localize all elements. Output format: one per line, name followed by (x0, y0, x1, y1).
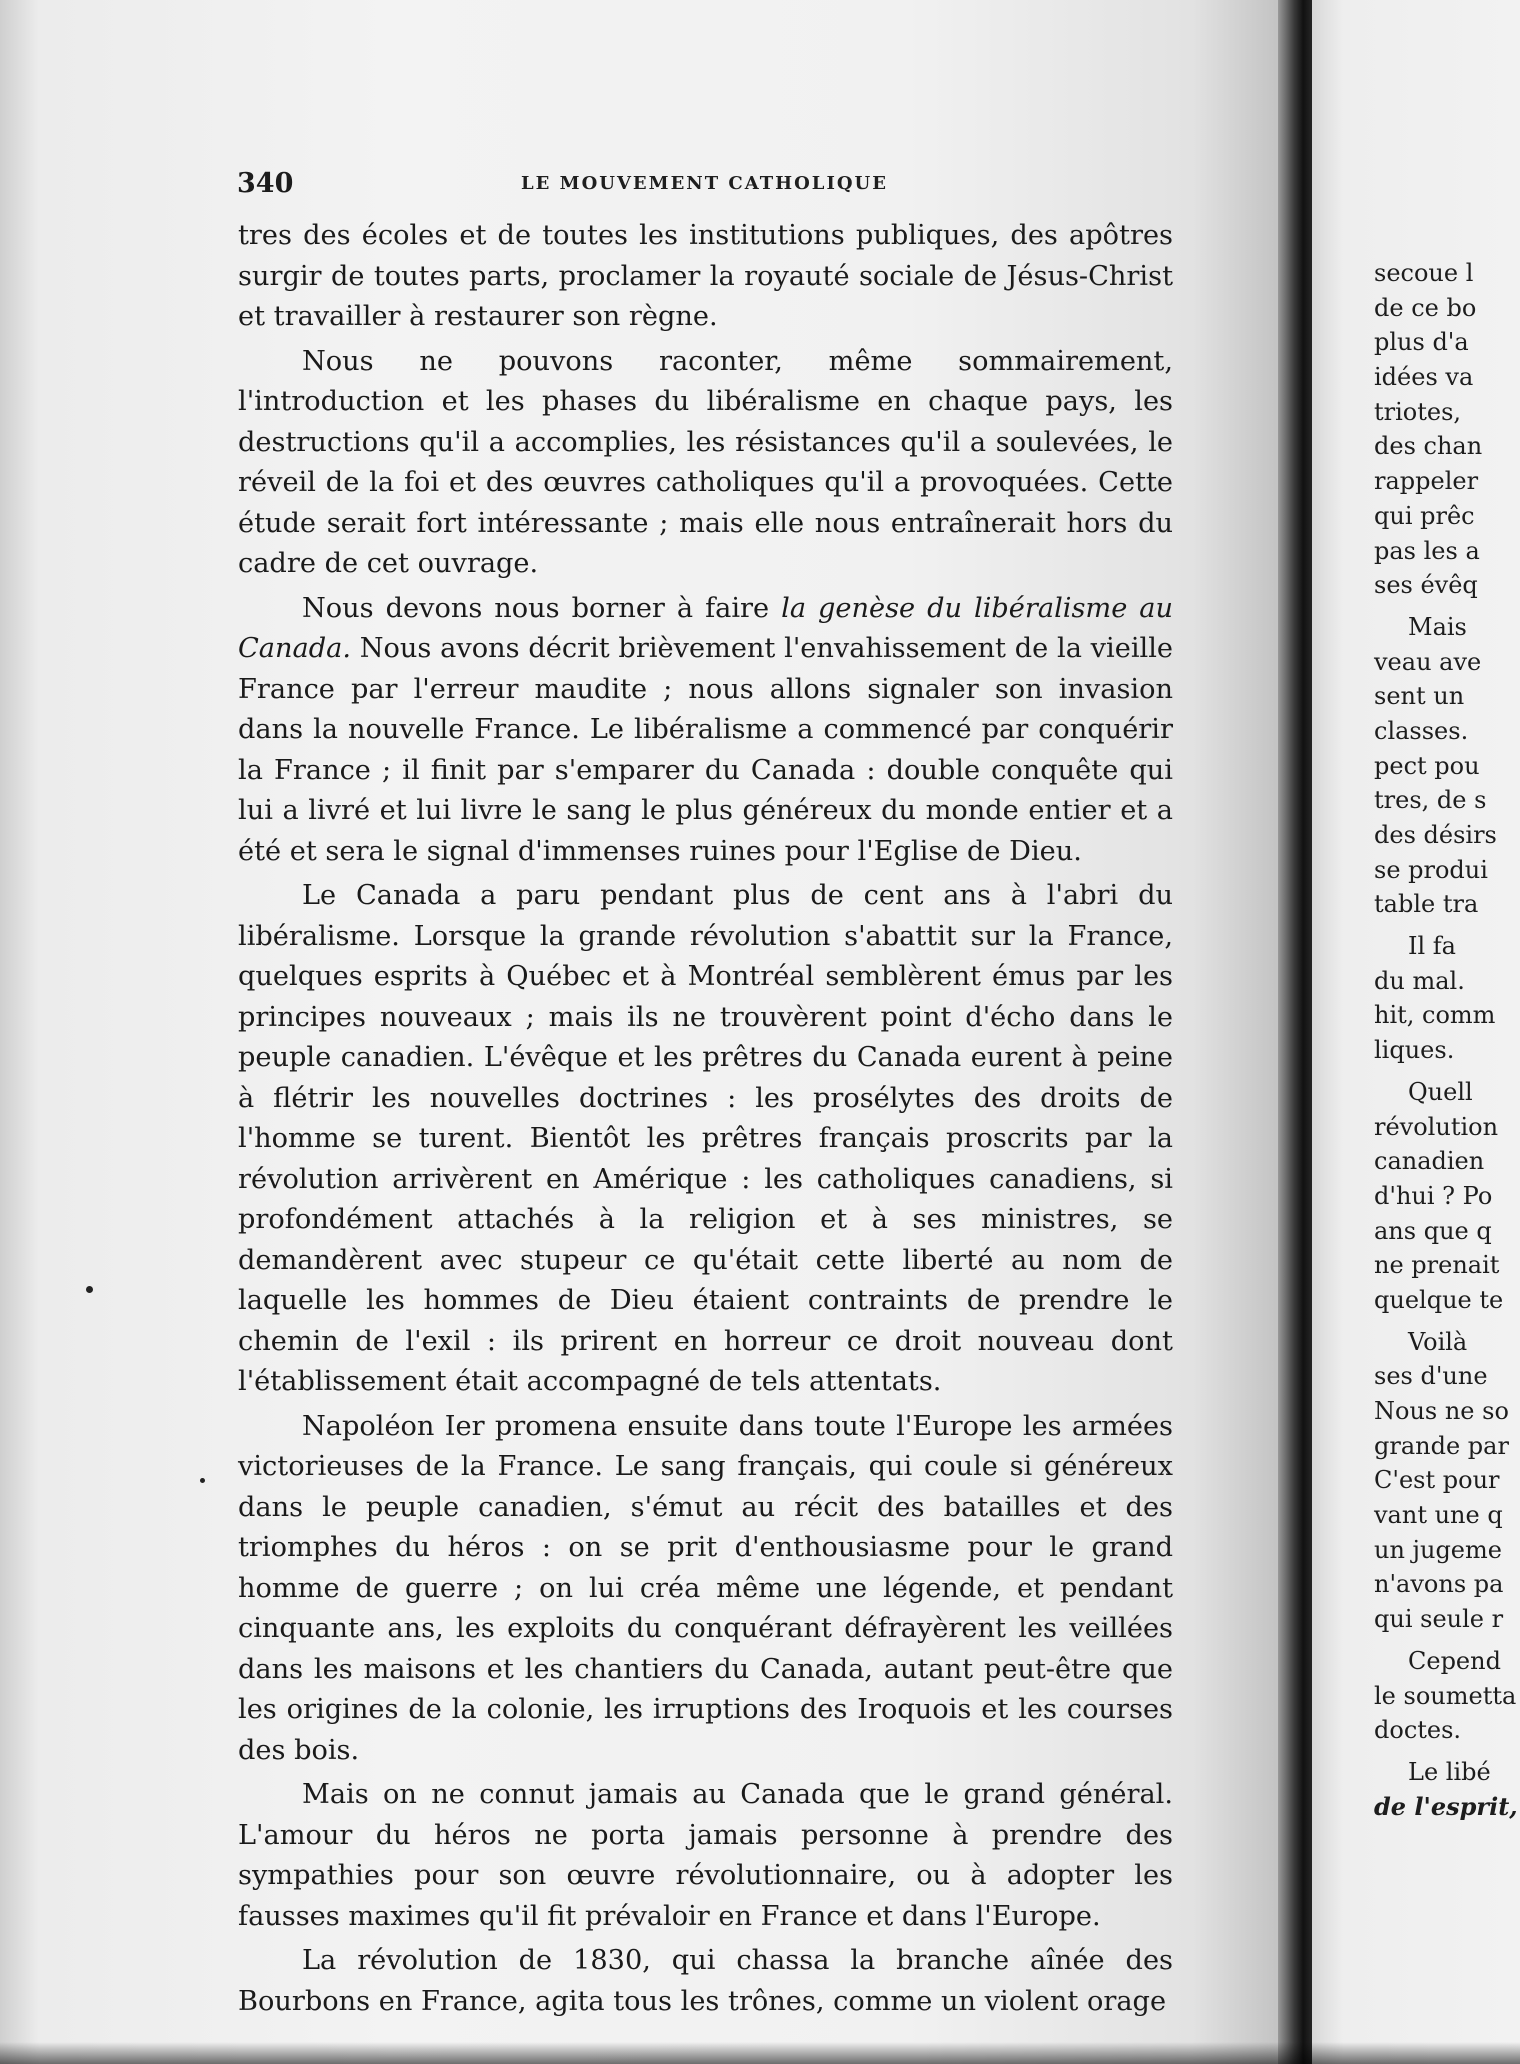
right-page-line: révolution (1374, 1112, 1499, 1141)
paragraph: Mais on ne connut jamais au Canada que le grand général. L'amour du héros ne porta jamais personne à prendre des sympathies pour son œuvre révolutionnaire, ou à adopter les fausses maximes qu'il fit prévaloir en France et dans l'Europe. (238, 1779, 1173, 1932)
right-page-line: Nous ne so (1374, 1397, 1509, 1425)
right-page-line: de ce bo (1374, 293, 1477, 322)
right-page-line: canadien (1374, 1147, 1485, 1176)
body-text (238, 216, 1173, 2022)
page-header (237, 168, 1172, 208)
right-page-line: n'avons pa (1374, 1570, 1504, 1599)
right-page-text (1374, 256, 1520, 1824)
right-page-line: triotes, (1374, 397, 1462, 426)
ink-speck (200, 1478, 205, 1483)
right-page-line: ans que q (1374, 1216, 1492, 1245)
right-page-line: ses d'une (1374, 1362, 1488, 1391)
paragraph: Nous ne pouvons raconter, même sommairement, l'introduction et les phases du libéralisme en chaque pays, les destructions qu'il a accomplies, les résistances qu'il a soulevées, le réveil de la foi et des œuvres catholiques qu'il a provoquées. Cette étude serait fort intéressante ; mais elle nous entraînerait hors du cadre de cet ouvrage. (238, 345, 1173, 579)
right-page-line: du mal. (1374, 966, 1465, 995)
paragraph: Napoléon Ier promena ensuite dans toute l'Europe les armées victorieuses de la France. Le sang français, qui coule si généreux dans le peuple canadien, s'émut au récit des batailles et des triomphes du héros : on se prit d'enthousiasme pour le grand homme de guerre ; on lui créa même une légende, et pendant cinquante ans, les exploits du conquérant défrayèrent les veillées dans les maisons et les chantiers du Canada, autant peut-être que les origines de la colonie, les irruptions des Iroquois et les courses des bois. (238, 1410, 1173, 1766)
page-number: 340 (237, 168, 294, 199)
italic-phrase: la genèse du libéralisme au Canada. (238, 592, 1173, 664)
paragraph: tres des écoles et de toutes les institutions publiques, des apôtres surgir de toutes parts, proclamer la royauté sociale de Jésus-Christ et travailler à restaurer son règne. (238, 220, 1173, 332)
right-page-line: idées va (1374, 363, 1474, 392)
paragraph-text: Nous avons décrit brièvement l'envahissement de la vieille France par l'erreur maudite ; nous allons signaler son invasion dans la nouvelle France. Le libéralisme a commencé par conquérir la France ; il finit par s'emparer du Canada : double conquête qui lui a livré et lui livre le sang le plus généreux du monde entier et a été et sera le signal d'immenses ruines pour l'Eglise de Dieu. (238, 633, 1173, 867)
right-page-line: pect pou (1374, 751, 1480, 780)
right-page-line: table tra (1374, 890, 1479, 919)
right-page-line: liques. (1374, 1036, 1455, 1065)
right-page-line: qui seule r (1374, 1605, 1504, 1634)
right-page-line: tres, de s (1374, 786, 1487, 815)
right-page-line: quelque te (1374, 1285, 1504, 1314)
right-page-line: classes. (1374, 716, 1469, 745)
scan-edge-shadow (0, 2042, 1520, 2064)
right-page-line: rappeler (1374, 467, 1479, 496)
right-page-line: veau ave (1374, 647, 1482, 676)
right-page-line: ses évêq (1374, 571, 1478, 600)
right-page-line: Quell (1408, 1077, 1473, 1106)
right-page-line: qui prêc (1374, 501, 1475, 530)
right-page-line: Il fa (1408, 932, 1456, 961)
right-page-line: d'hui ? Po (1374, 1181, 1493, 1210)
right-page-line: se produi (1374, 855, 1488, 884)
right-page-line: Voilà (1408, 1327, 1468, 1356)
right-page-line: ne prenait (1374, 1251, 1500, 1280)
right-page-line: de l'esprit, (1374, 1791, 1518, 1821)
right-page-line: le soumetta (1374, 1681, 1517, 1710)
right-page-line: secoue l (1374, 259, 1474, 287)
right-page-line: vant une q (1374, 1501, 1503, 1530)
book-gutter (1278, 0, 1314, 2064)
right-page-line: un jugeme (1374, 1535, 1502, 1564)
right-page-line: grande par (1374, 1431, 1509, 1460)
ink-speck (86, 1286, 93, 1293)
right-page-line: des désirs (1374, 821, 1497, 849)
right-page-line: sent un (1374, 682, 1465, 711)
paragraph: La révolution de 1830, qui chassa la branche aînée des Bourbons en France, agita tous les trônes, comme un violent orage (238, 1945, 1173, 2017)
right-page-line: Le libé (1408, 1757, 1491, 1786)
paragraph-text: Nous devons nous borner à faire (302, 592, 782, 624)
right-page-line: Mais (1408, 612, 1467, 641)
right-page-line: des chan (1374, 432, 1483, 461)
paragraph (238, 589, 1173, 873)
right-page-line: doctes. (1374, 1716, 1462, 1745)
right-page-line: plus d'a (1374, 328, 1469, 357)
right-page-line: C'est pour (1374, 1466, 1500, 1495)
right-page-line: Cepend (1408, 1646, 1501, 1675)
right-page-line: pas les a (1374, 536, 1480, 565)
running-title: LE MOUVEMENT CATHOLIQUE (521, 173, 888, 194)
paragraph: Le Canada a paru pendant plus de cent ans à l'abri du libéralisme. Lorsque la grande révolution s'abattit sur la France, quelques esprits à Québec et à Montréal semblèrent émus par les principes nouveaux ; mais ils ne trouvèrent point d'écho dans le peuple canadien. L'évêque et les prêtres du Canada eurent à peine à flétrir les nouvelles doctrines : les prosélytes des droits de l'homme se turent. Bientôt les prêtres français proscrits par la révolution arrivèrent en Amérique : les catholiques canadiens, si profondément attachés à la religion et à ses ministres, se demandèrent avec stupeur ce qu'était cette liberté au nom de laquelle les hommes de Dieu étaient contraints de prendre le chemin de l'exil : ils prirent en horreur ce droit nouveau dont l'établissement était accompagné de tels attentats. (238, 880, 1173, 1397)
right-page-line: hit, comm (1374, 1001, 1496, 1030)
